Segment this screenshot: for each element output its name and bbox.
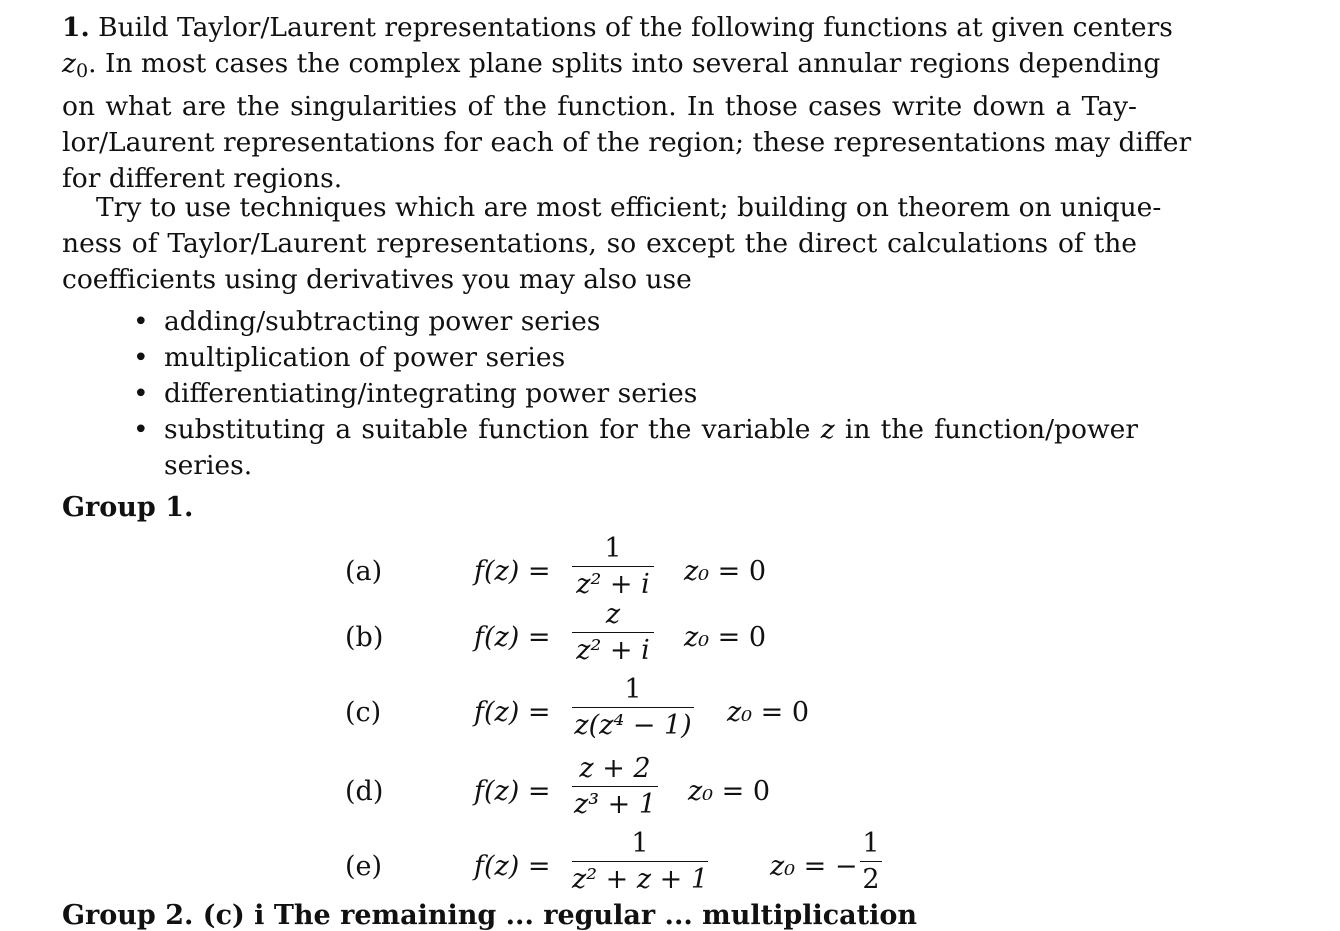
intro-line-3: on what are the singularities of the function. In those cases write down a Tay- — [62, 90, 1137, 122]
problem-c — [0, 674, 1340, 767]
center: z₀ = − — [770, 851, 858, 882]
intro-line-4: lor/Laurent representations for each of the region; these representations may differ — [62, 126, 1192, 158]
function-lhs: f(z) = — [474, 697, 551, 728]
list-item: • substituting a suitable function for the variable z in the function/power series. — [133, 412, 1138, 484]
function-lhs: f(z) = — [474, 556, 551, 587]
problem-label: (c) — [345, 697, 382, 728]
intro-paragraph — [62, 10, 1192, 197]
fraction: 1 z² + z + 1 — [571, 828, 709, 895]
problem-number: 1. — [62, 12, 90, 43]
intro-line-5: for different regions. — [62, 162, 343, 194]
tech-line-2: ness of Taylor/Laurent representations, so except the direct calculations of the — [62, 228, 1137, 259]
techniques-paragraph — [62, 190, 1162, 298]
fraction: z + 2 z³ + 1 — [573, 753, 656, 820]
fraction: 1 z(z⁴ − 1) — [572, 675, 694, 741]
center: z₀ = 0 — [684, 556, 767, 587]
problem-label: (e) — [345, 851, 383, 882]
technique-list — [133, 304, 1138, 484]
intro-line-1: 1. Build Taylor/Laurent representations of the following functions at given centers — [62, 12, 1173, 43]
fraction: 1 z² + i — [572, 534, 654, 600]
tech-line-3: coefficients using derivatives you may also use — [62, 264, 692, 295]
list-item: • multiplication of power series — [133, 340, 1138, 376]
center: z₀ = 0 — [688, 776, 771, 807]
center: z₀ = 0 — [727, 697, 810, 728]
fraction: z z² + i — [572, 600, 654, 666]
center: z₀ = 0 — [684, 622, 767, 653]
list-item: • adding/subtracting power series — [133, 304, 1138, 340]
problem-a — [0, 533, 1340, 626]
list-item: • differentiating/integrating power series — [133, 376, 1138, 412]
tech-line-1: Try to use techniques which are most efficient; building on theorem on unique- — [96, 192, 1162, 223]
center-fraction: 1 2 — [860, 829, 882, 895]
function-lhs: f(z) = — [474, 851, 551, 882]
intro-line-2: $z_0$. In most cases the complex plane splits into several annular regions depending — [62, 48, 1161, 82]
function-lhs: f(z) = — [474, 622, 551, 653]
problem-label: (b) — [345, 622, 384, 653]
problem-label: (d) — [345, 776, 384, 807]
next-section-cutoff: Group 2. (c) i The remaining ... regular ... multiplication — [62, 900, 918, 931]
function-lhs: f(z) = — [474, 776, 551, 807]
group-heading: Group 1. — [62, 492, 194, 523]
problem-label: (a) — [345, 556, 383, 587]
